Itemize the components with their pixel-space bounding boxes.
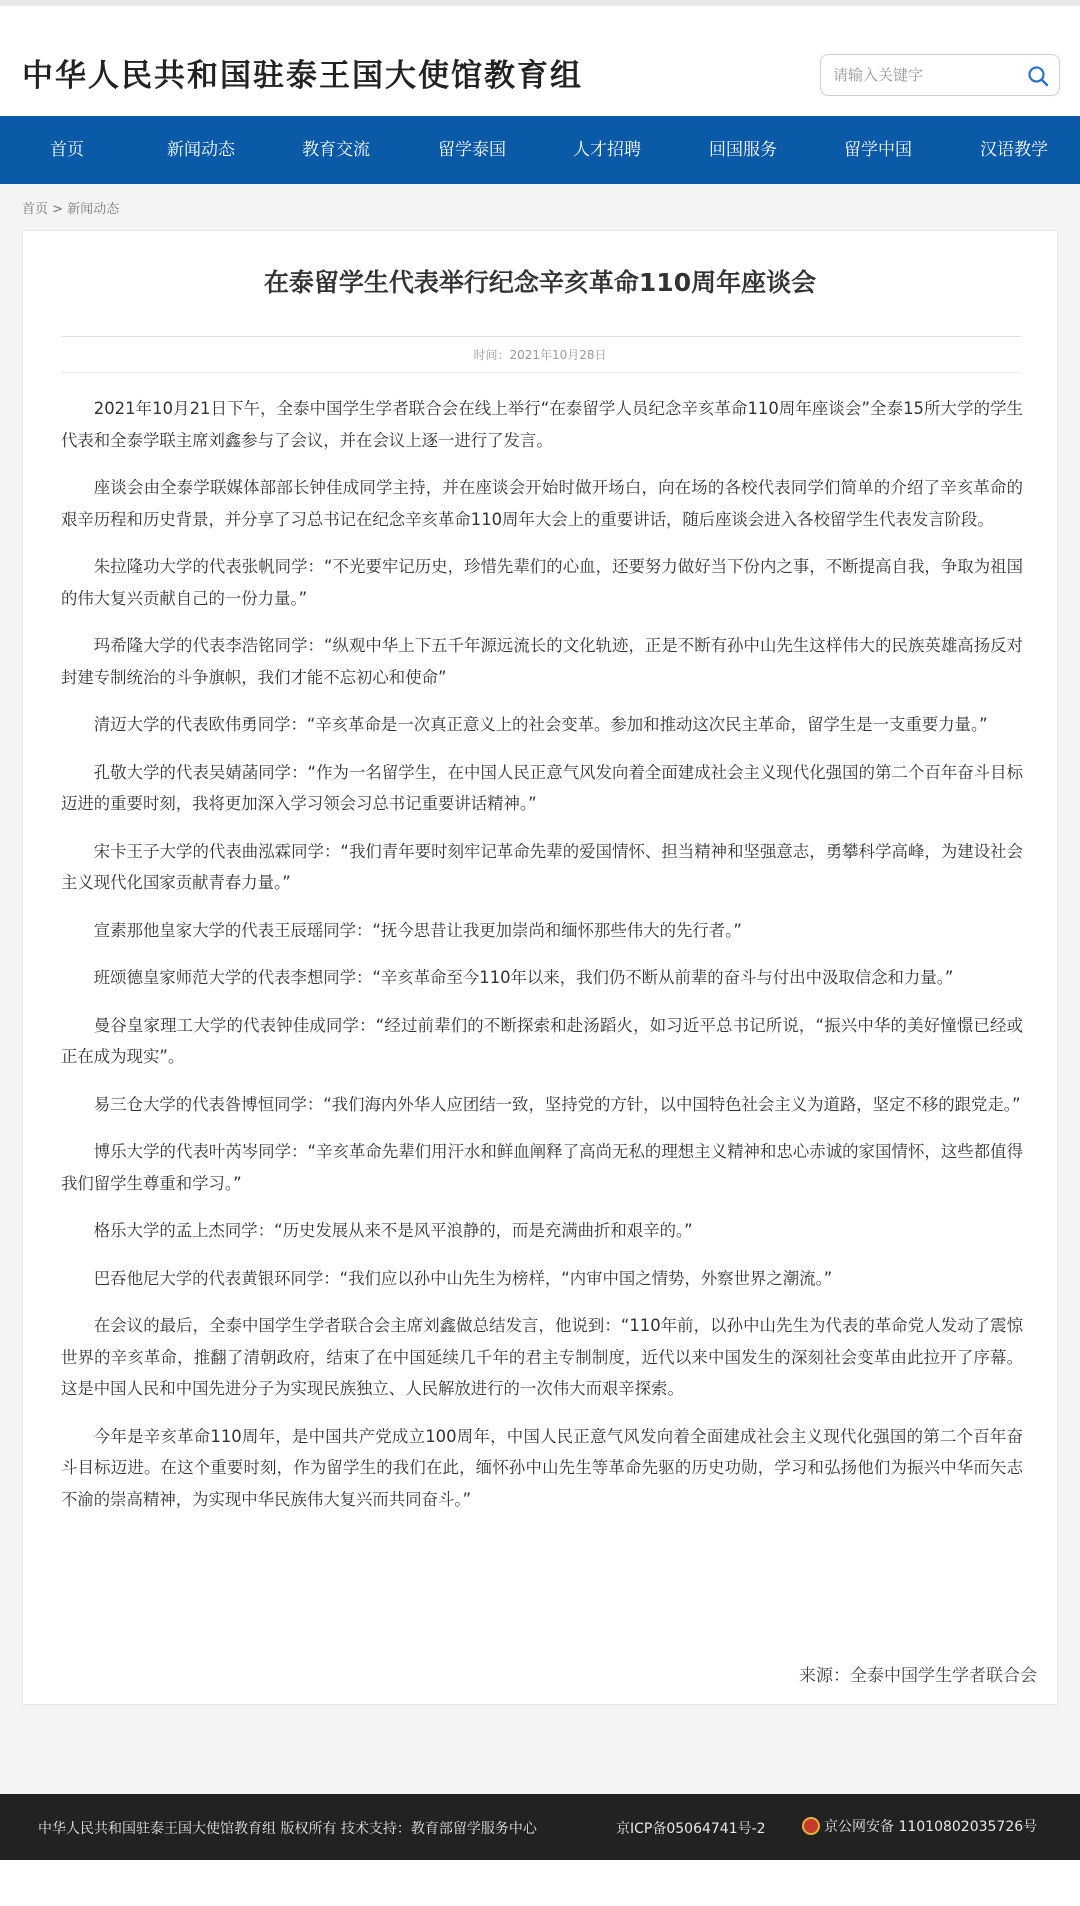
- paragraph: 在会议的最后，全泰中国学生学者联合会主席刘鑫做总结发言，他说到：“110年前，以孙中山先生为代表的革命党人发动了震惊世界的辛亥革命，推翻了清朝政府，结束了在中国延续几千年的君主专制制度，近代以来中国发生的深刻社会变革由此拉开了序幕。这是中国人民和中国先进分子为实现民族独立、人民解放进行的一次伟大而艰辛探索。: [61, 1316, 1023, 1398]
- article-card: [22, 230, 1058, 1705]
- article-source: 来源：全泰中国学生学者联合会: [799, 1666, 1037, 1686]
- paragraph: 今年是辛亥革命110周年，是中国共产党成立100周年，中国人民正意气风发向着全面建成社会主义现代化强国的第二个百年奋斗目标迈进。在这个重要时刻，作为留学生的我们在此，缅怀孙中山先生等革命先驱的历史功勋，学习和弘扬他们为振兴中华而矢志不渝的崇高精神，为实现中华民族伟大复兴而共同奋斗。”: [61, 1426, 1023, 1509]
- paragraph: 2021年10月21日下午，全泰中国学生学者联合会在线上举行“在泰留学人员纪念辛亥革命110周年座谈会”全泰15所大学的学生代表和全泰学联主席刘鑫参与了会议，并在会议上逐一进行了发言。: [61, 399, 1023, 450]
- nav-item-study-china[interactable]: 留学中国: [844, 140, 912, 160]
- footer-copyright: 中华人民共和国驻泰王国大使馆教育组 版权所有 技术支持：教育部留学服务中心: [38, 1821, 537, 1837]
- paragraph: 玛希隆大学的代表李浩铭同学：“纵观中华上下五千年源远流长的文化轨迹，正是不断有孙中山先生这样伟大的民族英雄高扬反对封建专制统治的斗争旗帜，我们才能不忘初心和使命”: [61, 636, 1023, 687]
- paragraph: 格乐大学的孟上杰同学：“历史发展从来不是风平浪静的，而是充满曲折和艰辛的。”: [93, 1221, 693, 1240]
- site-title[interactable]: 中华人民共和国驻泰王国大使馆教育组: [22, 58, 583, 94]
- title-divider: [61, 336, 1021, 337]
- article-date: 时间：2021年10月28日: [473, 348, 607, 362]
- article-body: [61, 393, 1023, 1531]
- nav-item-recruitment[interactable]: 人才招聘: [573, 140, 641, 160]
- nav-item-news[interactable]: 新闻动态: [167, 140, 235, 160]
- bottom-strip: [0, 1860, 1080, 1906]
- paragraph: 清迈大学的代表欧伟勇同学：“辛亥革命是一次真正意义上的社会变革。参加和推动这次民主革命，留学生是一支重要力量。”: [93, 715, 988, 734]
- search-icon: [1027, 65, 1049, 87]
- paragraph: 巴吞他尼大学的代表黄银环同学：“我们应以孙中山先生为榜样，“内审中国之情势，外察世界之潮流。”: [93, 1268, 833, 1288]
- search-box: [820, 54, 1060, 96]
- nav-item-home[interactable]: 首页: [50, 140, 84, 160]
- nav-item-education-exchange[interactable]: 教育交流: [302, 140, 370, 160]
- paragraph: 座谈会由全泰学联媒体部部长钟佳成同学主持，并在座谈会开始时做开场白，向在场的各校代表同学们简单的介绍了辛亥革命的艰辛历程和历史背景，并分享了习总书记在纪念辛亥革命110周年大会上的重要讲话，随后座谈会进入各校留学生代表发言阶段。: [61, 478, 1023, 529]
- footer-police-text: 京公网安备 11010802035726号: [824, 1819, 1038, 1835]
- search-button[interactable]: [1023, 61, 1053, 91]
- police-badge-icon: [802, 1817, 820, 1835]
- paragraph: 博乐大学的代表叶芮岑同学：“辛亥革命先辈们用汗水和鲜血阐释了高尚无私的理想主义精神和忠心赤诚的家国情怀，这些都值得我们留学生尊重和学习。”: [61, 1142, 1023, 1193]
- nav-item-chinese-teaching[interactable]: 汉语教学: [980, 140, 1048, 160]
- paragraph: 宋卡王子大学的代表曲泓霖同学：“我们青年要时刻牢记革命先辈的爱国情怀、担当精神和坚强意志，勇攀科学高峰，为建设社会主义现代化国家贡献青春力量。”: [61, 841, 1023, 892]
- footer-police-link[interactable]: [802, 1816, 1037, 1836]
- paragraph: 孔敬大学的代表吴婧菡同学：“作为一名留学生，在中国人民正意气风发向着全面建成社会主义现代化强国的第二个百年奋斗目标迈进的重要时刻，我将更加深入学习领会习总书记重要讲话精神。”: [61, 762, 1023, 813]
- paragraph: 宣素那他皇家大学的代表王辰瑶同学：“抚今思昔让我更加崇尚和缅怀那些伟大的先行者。”: [93, 920, 742, 940]
- search-input[interactable]: [833, 63, 1018, 87]
- article-title: 在泰留学生代表举行纪念辛亥革命110周年座谈会: [263, 268, 817, 297]
- breadcrumb-separator: >: [48, 202, 68, 217]
- paragraph: 班颂德皇家师范大学的代表李想同学：“辛亥革命至今110年以来，我们仍不断从前辈的奋斗与付出中汲取信念和力量。”: [93, 968, 954, 987]
- nav-item-study-thailand[interactable]: 留学泰国: [438, 140, 506, 160]
- main-nav: [0, 116, 1080, 184]
- paragraph: 曼谷皇家理工大学的代表钟佳成同学：“经过前辈们的不断探索和赴汤蹈火，如习近平总书记所说，“振兴中华的美好憧憬已经或正在成为现实”。: [61, 1015, 1023, 1066]
- site-footer: [0, 1794, 1080, 1860]
- footer-icp-link[interactable]: 京ICP备05064741号-2: [616, 1821, 766, 1837]
- paragraph: 易三仓大学的代表昝博恒同学：“我们海内外华人应团结一致，坚持党的方针，以中国特色社会主义为道路，坚定不移的跟党走。”: [93, 1094, 1021, 1114]
- breadcrumb: [22, 198, 119, 217]
- meta-divider: [61, 372, 1021, 373]
- breadcrumb-home[interactable]: 首页: [22, 202, 49, 217]
- breadcrumb-current[interactable]: 新闻动态: [67, 202, 120, 217]
- site-header: [0, 0, 1080, 116]
- paragraph: 朱拉隆功大学的代表张帆同学：“不光要牢记历史，珍惜先辈们的心血，还要努力做好当下份内之事，不断提高自我，争取为祖国的伟大复兴贡献自己的一份力量。”: [61, 557, 1023, 608]
- nav-item-return-service[interactable]: 回国服务: [709, 140, 777, 160]
